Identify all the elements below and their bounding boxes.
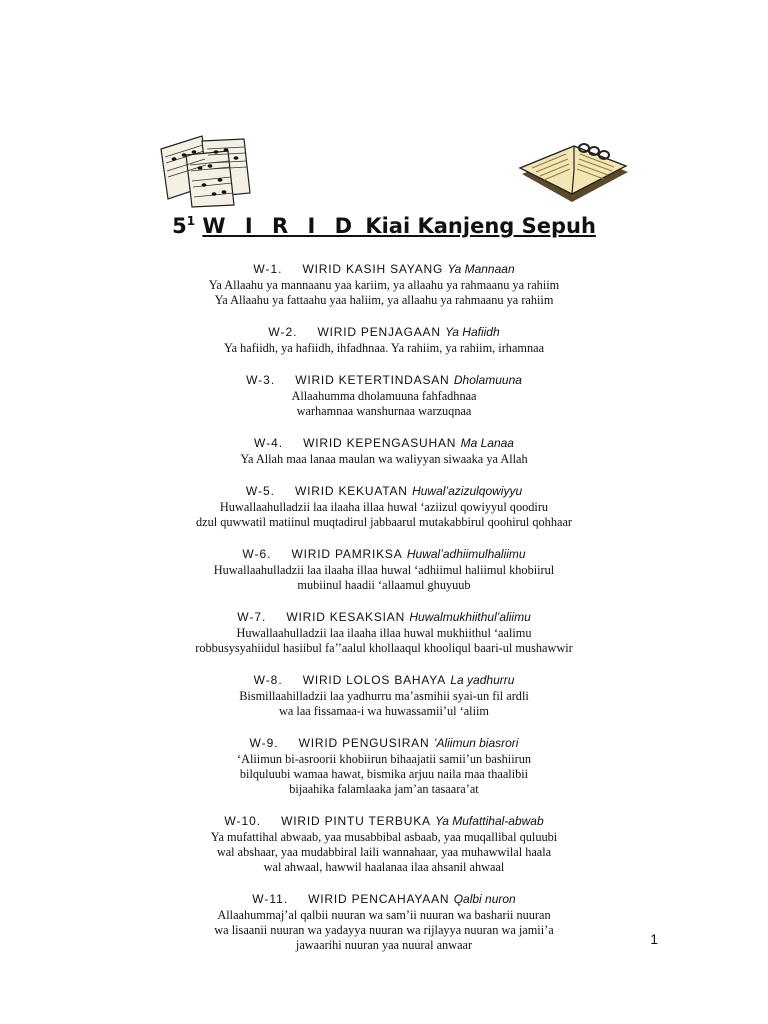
wirid-text-line: warhamnaa wanshurnaa warzuqnaa [296,404,472,418]
wirid-heading [0,434,768,452]
wirid-text-line: jawaarihi nuuran yaa nuural anwaar [295,938,473,952]
wirid-text-line: Allaahumma dholamuuna fahfadhnaa [291,389,477,403]
wirid-heading [0,545,768,563]
wirid-arabic-name: Dholamuuna [453,373,522,387]
wirid-heading [0,323,768,341]
wirid-heading [0,260,768,278]
wirid-code: W-7. [237,610,267,624]
wirid-arabic-name: ’Aliimun biasrori [433,736,519,750]
wirid-arabic-name: Ma Lanaa [460,436,514,450]
title-text [202,214,596,238]
wirid-name: WIRID PINTU TERBUKA [281,814,431,828]
wirid-heading [0,734,768,752]
wirid-code: W-11. [252,892,289,906]
wirid-heading [0,890,768,908]
wirid-text-line: wa lisaanii nuuran wa yadayya nuuran wa rijlayya nuuran wa jamii’a [214,923,554,937]
wirid-code: W-10. [224,814,262,828]
wirid-code: W-6. [242,547,272,561]
wirid-text-line: Bismillaahilladzii laa yadhurru ma’asmihii syai-un fil ardli [239,689,529,703]
wirid-text-line: bijaahika falamlaaka jam’an tasaara’at [289,782,479,796]
wirid-heading [0,812,768,830]
sheet-music-clipart [158,133,253,208]
wirid-entry [0,671,768,719]
wirid-text-line: ‘Aliimun bi-asroorii khobiirun bihaajatii samii’un bashiirun [236,752,532,766]
wirid-code: W-1. [253,262,283,276]
wirid-name: WIRID PENJAGAAN [317,325,441,339]
wirid-name: WIRID KETERTINDASAN [295,373,450,387]
wirid-name: WIRID PAMRIKSA [291,547,403,561]
wirid-text-line: wal ahwaal, hawwil haalanaa ilaa ahsanil ahwaal [263,860,505,874]
wirid-heading [0,371,768,389]
wirid-text-line: Huwallaahulladzii laa ilaaha illaa huwal ‘aziizul qowiyyul qoodiru [219,500,549,514]
wirid-arabic-name: Huwal’azizulqowiyyu [412,484,523,498]
wirid-code: W-3. [246,373,276,387]
page-title [0,214,768,238]
wirid-entry [0,482,768,530]
wirid-name: WIRID KEPENGASUHAN [303,436,457,450]
wirid-text-line: mubiinul haadii ‘allaamul ghuyuub [297,578,471,592]
wirid-text-line: Huwallaahulladzii laa ilaaha illaa huwal mukhiithul ‘aalimu [236,626,532,640]
wirid-arabic-name: Ya Hafiidh [445,325,500,339]
wirid-name: WIRID PENGUSIRAN [298,736,430,750]
title-number: 5 [172,214,187,238]
wirid-text-line: Huwallaahulladzii laa ilaaha illaa huwal ‘adhiimul haliimul khobiirul [213,563,555,577]
wirid-text-line: Ya hafiidh, ya hafiidh, ihfadhnaa. Ya rahiim, ya rahiim, irhamnaa [223,341,545,355]
wirid-code: W-2. [268,325,298,339]
wirid-entry [0,608,768,656]
wirid-code: W-4. [254,436,284,450]
wirid-arabic-name: Huwalmukhiithul’aliimu [409,610,531,624]
wirid-text-line: Ya mufattihal abwaab, yaa musabbibal asbaab, yaa muqallibal quluubi [210,830,558,844]
wirid-name: WIRID KESAKSIAN [286,610,406,624]
wirid-text-line: Ya Allaahu ya mannaanu yaa kariim, ya allaahu ya rahmaanu ya rahiim [208,278,560,292]
wirid-entry [0,371,768,419]
wirid-text-line: bilquluubi wamaa hawat, bismika arjuu naila maa thaalibii [239,767,529,781]
footnote-marker: 1 [186,214,196,228]
wirid-heading [0,608,768,626]
wirid-entry [0,260,768,308]
wirid-entry [0,545,768,593]
wirid-code: W-9. [249,736,279,750]
wirid-code: W-8. [253,673,283,687]
wirid-name: WIRID LOLOS BAHAYA [302,673,447,687]
title-wirid: W I R I D [202,214,359,238]
wirid-text-line: wal abshaar, yaa mudabbiral laili wannahaar, yaa muhawwilal haala [216,845,552,859]
open-book-clipart [516,140,632,206]
wirid-entry [0,434,768,467]
wirid-arabic-name: La yadhurru [450,673,515,687]
wirid-arabic-name: Ya Mannaan [447,262,515,276]
wirid-code: W-5. [245,484,275,498]
wirid-entry [0,323,768,356]
title-rest: Kiai Kanjeng Sepuh [358,214,596,238]
wirid-text-line: wa laa fissamaa-i wa huwassamii’ul ‘aliim [278,704,489,718]
wirid-entry [0,812,768,875]
wirid-name: WIRID KEKUATAN [294,484,408,498]
wirid-name: WIRID KASIH SAYANG [302,262,444,276]
wirid-text-line: Allaahummaj’al qalbii nuuran wa sam’ii nuuran wa basharii nuuran [217,908,551,922]
wirid-heading [0,671,768,689]
wirid-name: WIRID PENCAHAYAAN [308,892,450,906]
wirid-text-line: dzul quwwatil matiinul muqtadirul jabbaarul mutakabbirul qoohirul qohhaar [196,515,572,529]
wirid-text-line: Ya Allaahu ya fattaahu yaa haliim, ya allaahu ya rahmaanu ya rahiim [214,293,554,307]
wirid-heading [0,482,768,500]
wirid-arabic-name: Ya Mufattihal-abwab [435,814,544,828]
wirid-entry [0,734,768,797]
wirid-arabic-name: Huwal’adhiimulhaliimu [406,547,526,561]
wirid-text-line: Ya Allah maa lanaa maulan wa waliyyan siwaaka ya Allah [240,452,528,466]
wirid-list [0,260,768,968]
wirid-arabic-name: Qalbi nuron [453,892,516,906]
wirid-text-line: robbusysyahiidul hasiibul fa’’aalul khollaaqul khooliqul baari-ul mushawwir [195,641,573,655]
page-number: 1 [650,931,658,947]
